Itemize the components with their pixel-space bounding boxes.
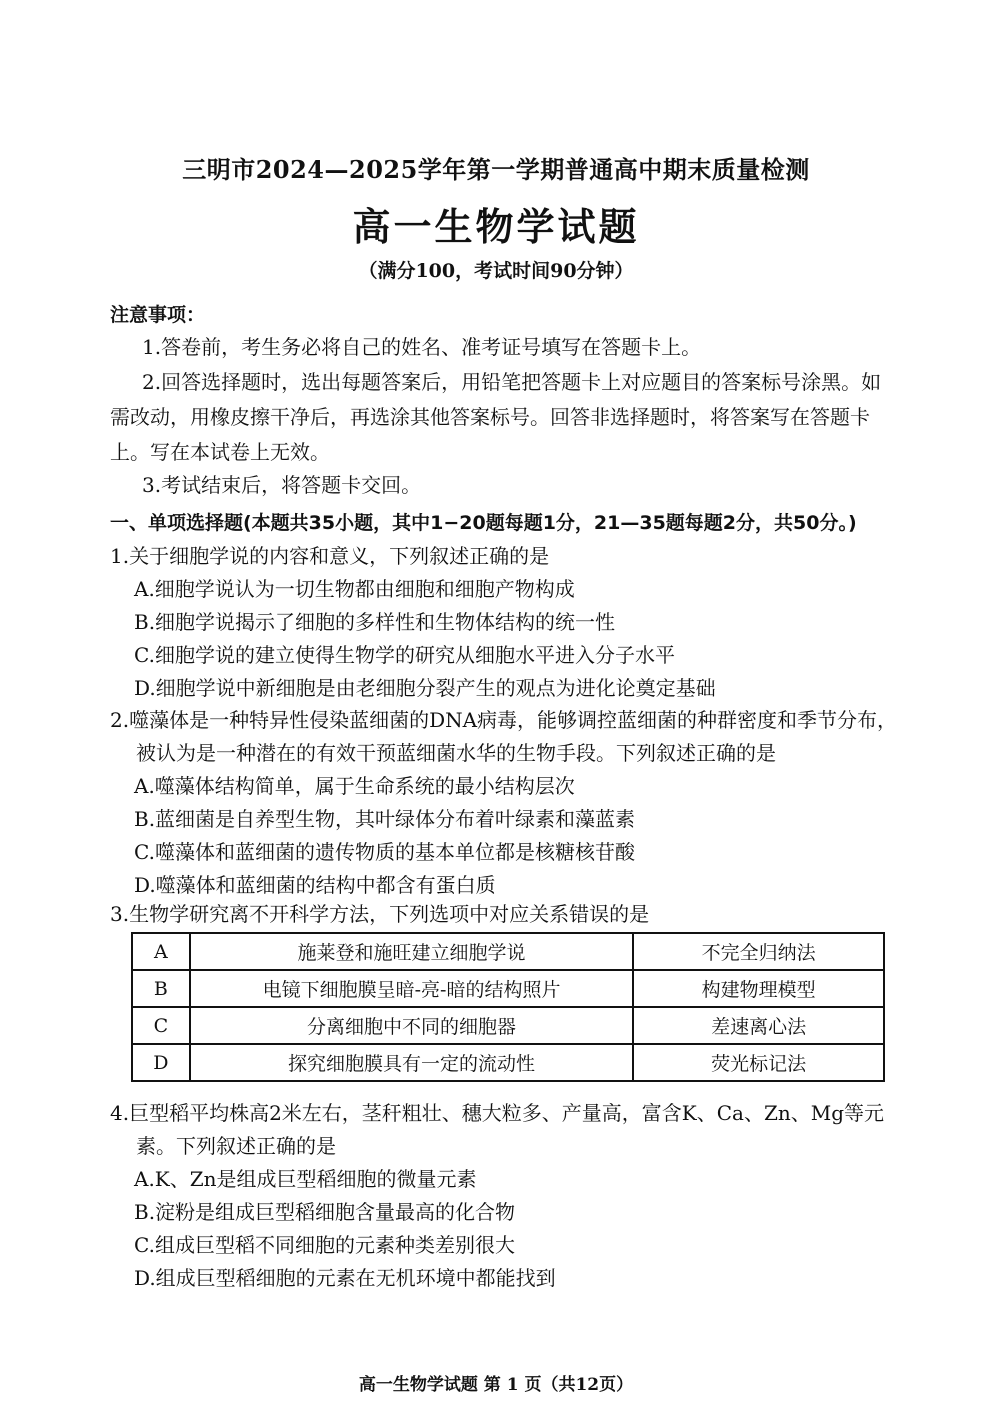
question-stem: 1.关于细胞学说的内容和意义，下列叙述正确的是 bbox=[110, 544, 550, 568]
notice-item-1: 1.答卷前，考生务必将自己的姓名、准考证号填写在答题卡上。 bbox=[142, 335, 702, 359]
table-row bbox=[132, 933, 884, 970]
option-a: A.细胞学说认为一切生物都由细胞和细胞产物构成 bbox=[134, 577, 575, 601]
table-cell: 荧光标记法 bbox=[633, 1044, 884, 1081]
table-cell: 不完全归纳法 bbox=[633, 933, 884, 970]
table-cell: 差速离心法 bbox=[633, 1007, 884, 1044]
question-3 bbox=[110, 898, 900, 931]
option-a: A.K、Zn是组成巨型稻细胞的微量元素 bbox=[134, 1167, 477, 1191]
option-c: C.细胞学说的建立使得生物学的研究从细胞水平进入分子水平 bbox=[134, 643, 675, 667]
table-cell: A bbox=[132, 933, 190, 970]
option-c: C.组成巨型稻不同细胞的元素种类差别很大 bbox=[134, 1233, 515, 1257]
option-d: D.细胞学说中新细胞是由老细胞分裂产生的观点为进化论奠定基础 bbox=[134, 676, 716, 700]
page-footer: 高一生物学试题 第 1 页（共12页） bbox=[358, 1375, 634, 1395]
question-1 bbox=[110, 540, 900, 705]
notice-title: 注意事项： bbox=[110, 304, 206, 326]
exam-title-line1: 三明市2024—2025学年第一学期普通高中期末质量检测 bbox=[182, 155, 810, 184]
notice-item-2: 2.回答选择题时，选出每题答案后，用铅笔把答题卡上对应题目的答案标号涂黑。如需改动，用橡皮擦干净后，再选涂其他答案标号。回答非选择题时，将答案写在答题卡上。写在本试卷上无效。 bbox=[110, 370, 882, 464]
question-stem: 2.噬藻体是一种特异性侵染蓝细菌的DNA病毒，能够调控蓝细菌的种群密度和季节分布，被认为是一种潜在的有效干预蓝细菌水华的生物手段。下列叙述正确的是 bbox=[110, 708, 898, 765]
exam-title: 高一生物学试题 bbox=[352, 204, 640, 249]
question-stem: 3.生物学研究离不开科学方法，下列选项中对应关系错误的是 bbox=[110, 902, 650, 926]
question-3-table bbox=[131, 932, 885, 1082]
option-c: C.噬藻体和蓝细菌的遗传物质的基本单位都是核糖核苷酸 bbox=[134, 840, 635, 864]
option-d: D.组成巨型稻细胞的元素在无机环境中都能找到 bbox=[134, 1266, 556, 1290]
question-2 bbox=[110, 704, 900, 902]
table-cell: 施莱登和施旺建立细胞学说 bbox=[190, 933, 634, 970]
table-row bbox=[132, 1044, 884, 1081]
notice-item-3: 3.考试结束后，将答题卡交回。 bbox=[142, 473, 422, 497]
table-cell: 探究细胞膜具有一定的流动性 bbox=[190, 1044, 634, 1081]
table-row bbox=[132, 970, 884, 1007]
question-stem: 4.巨型稻平均株高2米左右，茎秆粗壮、穗大粒多、产量高，富含K、Ca、Zn、Mg等元素。下列叙述正确的是 bbox=[110, 1101, 885, 1158]
table-cell: 电镜下细胞膜呈暗-亮-暗的结构照片 bbox=[190, 970, 634, 1007]
option-b: B.细胞学说揭示了细胞的多样性和生物体结构的统一性 bbox=[134, 610, 616, 634]
table-cell: B bbox=[132, 970, 190, 1007]
question-4 bbox=[110, 1097, 900, 1295]
table-cell: D bbox=[132, 1044, 190, 1081]
option-d: D.噬藻体和蓝细菌的结构中都含有蛋白质 bbox=[134, 873, 496, 897]
table-cell: 分离细胞中不同的细胞器 bbox=[190, 1007, 634, 1044]
option-b: B.蓝细菌是自养型生物，其叶绿体分布着叶绿素和藻蓝素 bbox=[134, 807, 636, 831]
option-a: A.噬藻体结构简单，属于生命系统的最小结构层次 bbox=[134, 774, 575, 798]
table-cell: C bbox=[132, 1007, 190, 1044]
table-row bbox=[132, 1007, 884, 1044]
exam-subtitle: （满分100，考试时间90分钟） bbox=[358, 260, 634, 282]
option-b: B.淀粉是组成巨型稻细胞含量最高的化合物 bbox=[134, 1200, 516, 1224]
section-title: 一、单项选择题(本题共35小题，其中1−20题每题1分，21—35题每题2分，共50分。) bbox=[110, 512, 857, 534]
table-cell: 构建物理模型 bbox=[633, 970, 884, 1007]
